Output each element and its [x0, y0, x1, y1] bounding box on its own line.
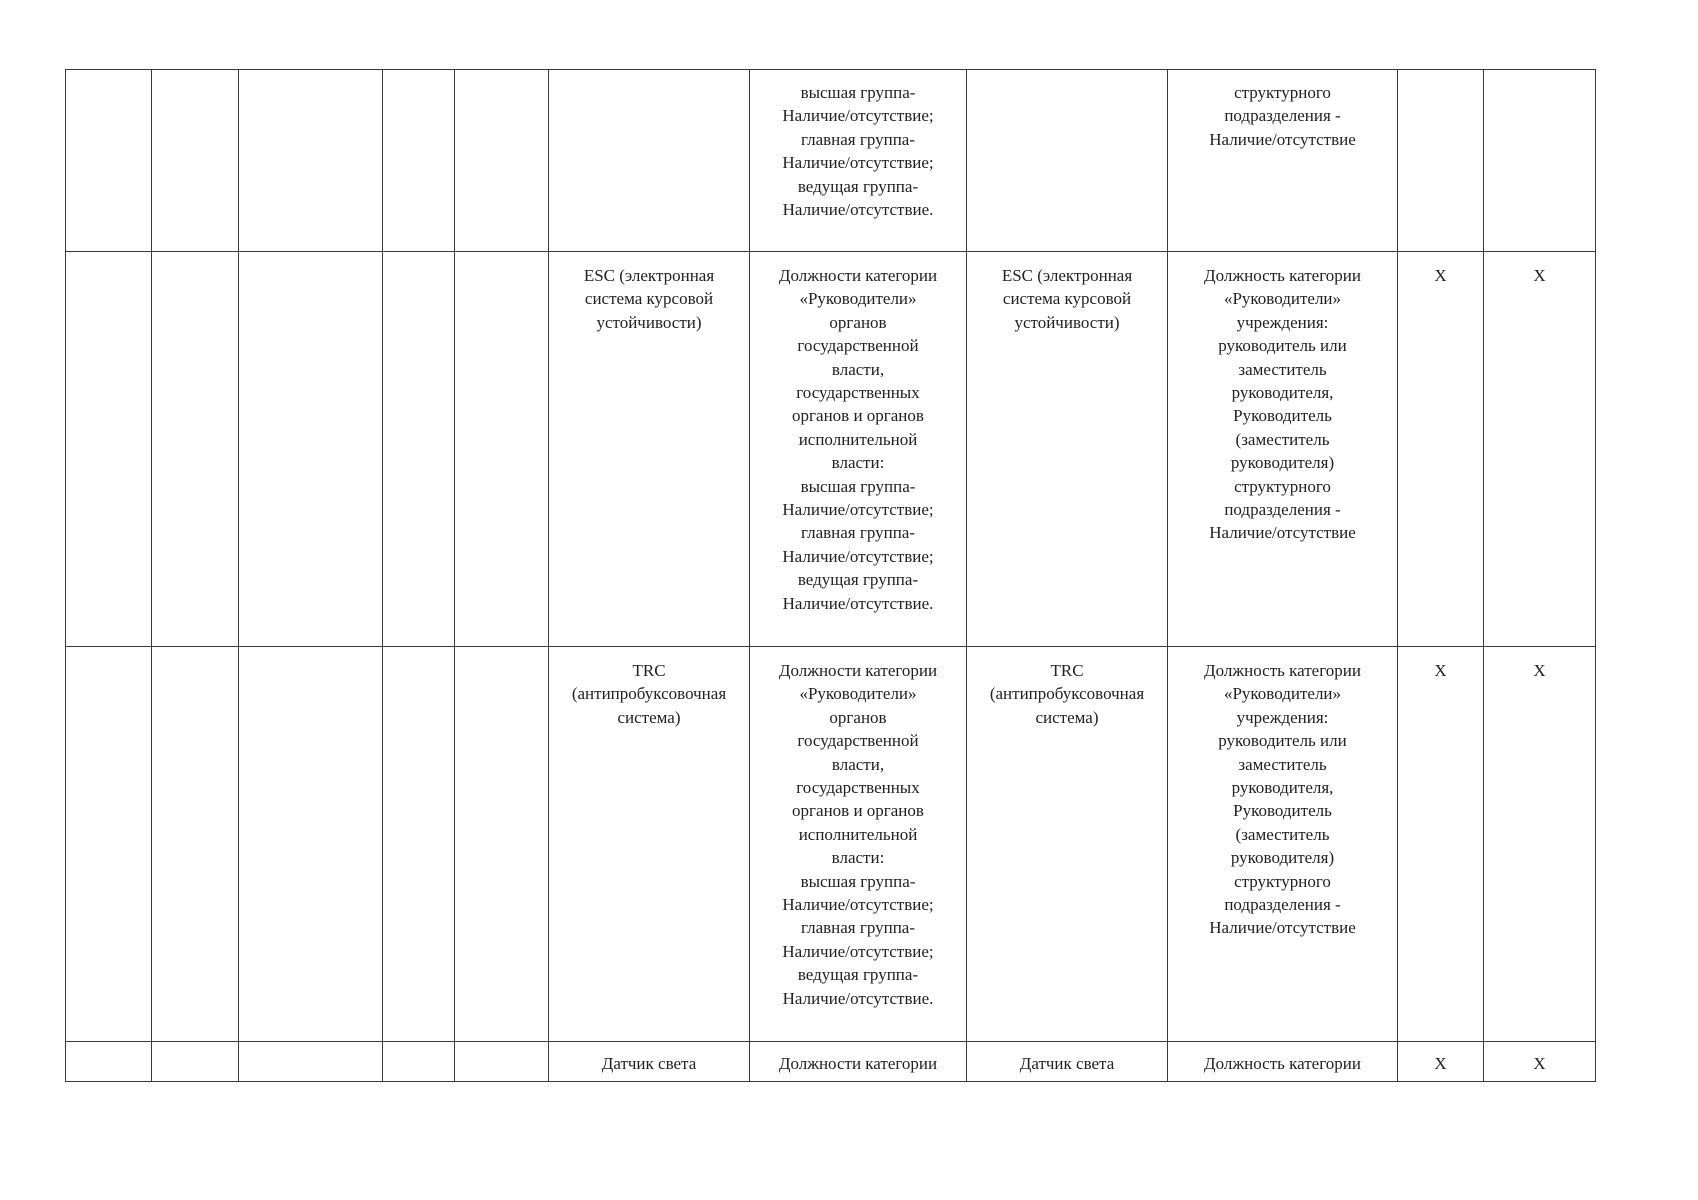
institution-positions-cell: Должность категории «Руководители» учреждения: руководитель или заместитель руководителя, Руководитель (заместитель руководителя) структурного подразделения - Наличие/отсутствие — [1168, 252, 1398, 647]
table-row — [66, 647, 1596, 1042]
positions-cell: высшая группа- Наличие/отсутствие; главная группа- Наличие/отсутствие; ведущая группа- Наличие/отсутствие. — [750, 70, 967, 252]
mark-cell: X — [1484, 1042, 1596, 1082]
table-cell — [152, 70, 239, 252]
table-cell — [455, 70, 549, 252]
mark-cell: X — [1484, 252, 1596, 647]
institution-positions-cell: Должность категории — [1168, 1042, 1398, 1082]
institution-positions-cell: структурного подразделения - Наличие/отсутствие — [1168, 70, 1398, 252]
mark-cell: X — [1484, 647, 1596, 1042]
table-cell — [967, 70, 1168, 252]
table-cell — [152, 252, 239, 647]
table-cell — [1484, 70, 1596, 252]
table-cell — [455, 252, 549, 647]
positions-cell: Должности категории — [750, 1042, 967, 1082]
table-cell — [1398, 70, 1484, 252]
table-cell — [66, 70, 152, 252]
mark-cell: X — [1398, 252, 1484, 647]
table-cell — [152, 647, 239, 1042]
table-cell — [66, 252, 152, 647]
option-name-cell: Датчик света — [549, 1042, 750, 1082]
table-cell — [152, 1042, 239, 1082]
table-cell — [239, 252, 383, 647]
table-cell — [383, 1042, 455, 1082]
option-name-cell: TRC (антипробуксовочная система) — [549, 647, 750, 1042]
table-cell — [383, 70, 455, 252]
document-table — [65, 69, 1596, 1082]
table-cell — [383, 252, 455, 647]
table-cell — [239, 70, 383, 252]
option-name-cell: ESC (электронная система курсовой устойчивости) — [967, 252, 1168, 647]
mark-cell: X — [1398, 1042, 1484, 1082]
table-row — [66, 70, 1596, 252]
positions-cell: Должности категории «Руководители» органов государственной власти, государственных органов и органов исполнительной власти: высшая группа- Наличие/отсутствие; главная группа- Наличие/отсутствие; ведущая группа- Наличие/отсутствие. — [750, 647, 967, 1042]
table-cell — [66, 1042, 152, 1082]
table-cell — [455, 1042, 549, 1082]
option-name-cell: ESC (электронная система курсовой устойчивости) — [549, 252, 750, 647]
institution-positions-cell: Должность категории «Руководители» учреждения: руководитель или заместитель руководителя, Руководитель (заместитель руководителя) структурного подразделения - Наличие/отсутствие — [1168, 647, 1398, 1042]
table-row — [66, 1042, 1596, 1082]
option-name-cell: Датчик света — [967, 1042, 1168, 1082]
positions-cell: Должности категории «Руководители» органов государственной власти, государственных органов и органов исполнительной власти: высшая группа- Наличие/отсутствие; главная группа- Наличие/отсутствие; ведущая группа- Наличие/отсутствие. — [750, 252, 967, 647]
table-cell — [383, 647, 455, 1042]
option-name-cell: TRC (антипробуксовочная система) — [967, 647, 1168, 1042]
table-cell — [239, 647, 383, 1042]
mark-cell: X — [1398, 647, 1484, 1042]
table-cell — [455, 647, 549, 1042]
table-cell — [66, 647, 152, 1042]
table-cell — [549, 70, 750, 252]
table-row — [66, 252, 1596, 647]
table-cell — [239, 1042, 383, 1082]
